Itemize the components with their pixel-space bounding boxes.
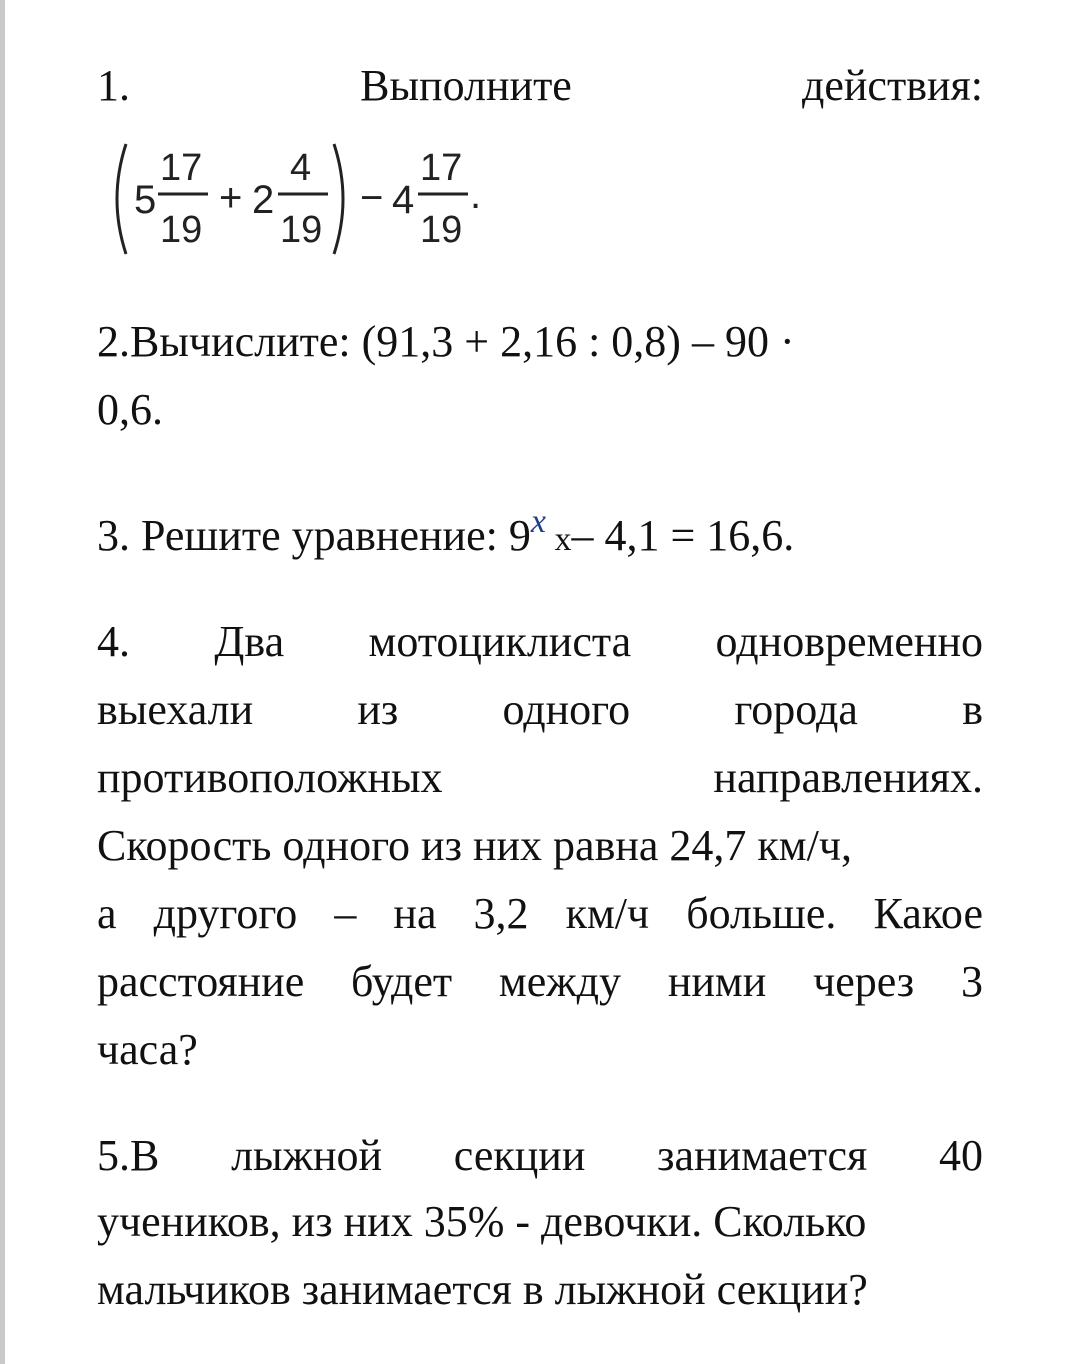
- task4-line6: [97, 956, 983, 1008]
- task3-equation: [97, 503, 983, 566]
- task4-word: 3,2: [473, 889, 529, 938]
- task4-word: города: [734, 685, 858, 734]
- task4-word: 4.: [97, 617, 130, 666]
- task1-number: 1.: [97, 61, 130, 110]
- operator-plus: +: [219, 176, 243, 220]
- denominator-3: 19: [420, 209, 463, 251]
- task5-word: занимается: [657, 1131, 868, 1180]
- task2-line1: 2.Вычислите: (91,3 + 2,16 : 0,8) – 90 ·: [97, 317, 795, 366]
- task5-word: 5.В: [97, 1131, 160, 1180]
- task4-line4: Скорость одного из них равна 24,7 км/ч,: [97, 821, 853, 870]
- task5-word: лыжной: [231, 1131, 383, 1180]
- task4-line7: часа?: [97, 1025, 198, 1074]
- task4-word: в: [962, 685, 983, 734]
- denominator-1: 19: [160, 209, 203, 251]
- task4-word: км/ч: [565, 889, 650, 938]
- task3-superscript-x: x: [530, 503, 546, 540]
- task1-formula: [106, 138, 526, 260]
- right-paren: [334, 144, 343, 254]
- task4-line3: [97, 752, 983, 804]
- formula-svg: [106, 138, 526, 260]
- task4-word: выехали: [97, 685, 254, 734]
- formula-period: .: [470, 173, 482, 217]
- page-left-edge: [0, 0, 5, 1364]
- task5-word: 40: [938, 1131, 983, 1180]
- task4-word: направлениях.: [713, 753, 983, 802]
- task4-word: из: [357, 685, 399, 734]
- task1-heading: [97, 60, 983, 112]
- task3-suffix: – 4,1 = 16,6.: [571, 511, 795, 560]
- task4-word: ними: [667, 957, 767, 1006]
- task4-word: будет: [351, 957, 453, 1006]
- task4-word: на: [393, 889, 437, 938]
- task4-word: через: [813, 957, 915, 1006]
- task4-word: одного: [502, 685, 631, 734]
- task4-word: 3: [960, 957, 983, 1006]
- whole-3: 4: [392, 178, 415, 222]
- task3-variable: х: [545, 521, 572, 558]
- task4-line1: [97, 616, 983, 668]
- task4-word: другого: [153, 889, 298, 938]
- whole-1: 5: [134, 178, 157, 222]
- task4-word: противоположных: [97, 753, 443, 802]
- task4-word: а: [97, 889, 117, 938]
- numerator-1: 17: [160, 147, 203, 189]
- numerator-2: 4: [290, 147, 312, 189]
- task4-line5: [97, 888, 983, 940]
- task5-line1: [97, 1130, 983, 1182]
- task2-line2: 0,6.: [97, 385, 163, 434]
- whole-2: 2: [252, 178, 275, 222]
- task4-word: мотоциклиста: [368, 617, 632, 666]
- task4-line2: [97, 684, 983, 736]
- numerator-3: 17: [420, 147, 463, 189]
- task4-word: –: [334, 889, 357, 938]
- task5-word: секции: [453, 1131, 586, 1180]
- task4-word: Какое: [873, 889, 983, 938]
- task4-word: одновременно: [715, 617, 983, 666]
- operator-minus: −: [360, 176, 384, 220]
- task1-word: Выполните: [360, 61, 572, 110]
- left-paren: [117, 144, 126, 254]
- task3-prefix: 3. Решите уравнение: 9: [97, 511, 531, 560]
- task4-word: больше.: [686, 889, 837, 938]
- denominator-2: 19: [280, 209, 323, 251]
- task4-word: Два: [214, 617, 285, 666]
- task5-line3: мальчиков занимается в лыжной секции?: [97, 1265, 868, 1314]
- task4-word: расстояние: [97, 957, 305, 1006]
- task4-word: между: [498, 957, 622, 1006]
- task5-line2: учеников, из них 35% - девочки. Сколько: [97, 1197, 867, 1246]
- task1-word2: действия:: [801, 61, 983, 110]
